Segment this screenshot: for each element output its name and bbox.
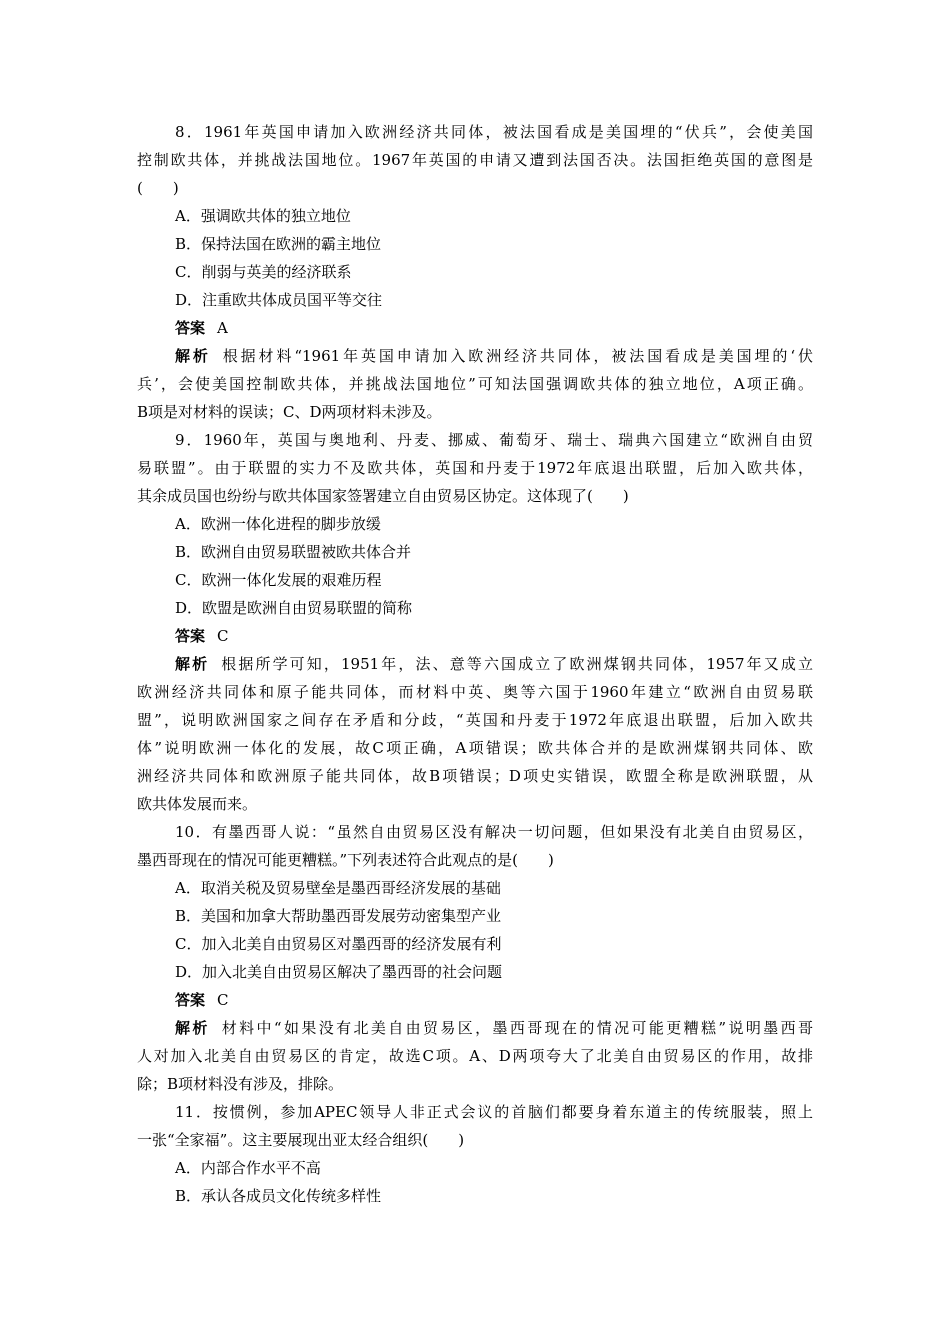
answer-value: C xyxy=(217,991,229,1009)
question-8 xyxy=(137,118,813,426)
analysis-line: 除；B项材料没有涉及，排除。 xyxy=(137,1075,344,1093)
answer-line xyxy=(137,622,813,650)
answer-value: A xyxy=(217,319,228,337)
question-stem-line: 8．1961年英国申请加入欧洲经济共同体，被法国看成是美国埋的“伏兵”，会使美国 xyxy=(175,123,813,141)
answer-label: 答案 xyxy=(175,991,206,1009)
analysis-line xyxy=(137,342,813,370)
option-d: D．注重欧共体成员国平等交往 xyxy=(175,291,383,309)
answer-line xyxy=(137,986,813,1014)
option-d: D．欧盟是欧洲自由贸易联盟的简称 xyxy=(175,599,413,617)
option-b: B．美国和加拿大帮助墨西哥发展劳动密集型产业 xyxy=(175,907,502,925)
option-b: B．承认各成员文化传统多样性 xyxy=(175,1187,382,1205)
question-11 xyxy=(137,1098,813,1210)
option-b: B．保持法国在欧洲的霸主地位 xyxy=(175,235,382,253)
option-a: A．内部合作水平不高 xyxy=(175,1159,321,1177)
question-stem-line: 10．有墨西哥人说：“虽然自由贸易区没有解决一切问题，但如果没有北美自由贸易区， xyxy=(175,823,813,841)
analysis-line: 洲经济共同体和欧洲原子能共同体，故B项错误；D项史实错误，欧盟全称是欧洲联盟，从 xyxy=(137,767,813,785)
analysis-line: 盟”，说明欧洲国家之间存在矛盾和分歧，“英国和丹麦于1972年底退出联盟，后加入欧共 xyxy=(137,711,813,729)
question-content xyxy=(137,118,813,1210)
option-b: B．欧洲自由贸易联盟被欧共体合并 xyxy=(175,543,412,561)
question-stem-line: 控制欧共体，并挑战法国地位。1967年英国的申请又遭到法国否决。法国拒绝英国的意图是 xyxy=(137,151,813,169)
analysis-line: 人对加入北美自由贸易区的肯定，故选C项。A、D两项夸大了北美自由贸易区的作用，故排 xyxy=(137,1047,813,1065)
question-stem-line: 墨西哥现在的情况可能更糟糕。”下列表述符合此观点的是( ) xyxy=(137,851,554,869)
analysis-label: 解析 xyxy=(175,347,211,365)
analysis-text: 材料中“如果没有北美自由贸易区，墨西哥现在的情况可能更糟糕”说明墨西哥 xyxy=(221,1019,813,1037)
question-stem-line: 9．1960年，英国与奥地利、丹麦、挪威、葡萄牙、瑞士、瑞典六国建立“欧洲自由贸 xyxy=(175,431,813,449)
analysis-label: 解析 xyxy=(175,655,210,673)
answer-line xyxy=(137,314,813,342)
analysis-label: 解析 xyxy=(175,1019,210,1037)
option-a: A．强调欧共体的独立地位 xyxy=(175,207,351,225)
analysis-line: B项是对材料的误读；C、D两项材料未涉及。 xyxy=(137,403,442,421)
option-a: A．取消关税及贸易壁垒是墨西哥经济发展的基础 xyxy=(175,879,501,897)
question-9 xyxy=(137,426,813,818)
analysis-line: 体”说明欧洲一体化的发展，故C项正确，A项错误；欧共体合并的是欧洲煤钢共同体、欧 xyxy=(137,739,813,757)
analysis-line: 欧共体发展而来。 xyxy=(137,795,258,813)
question-stem-line: 其余成员国也纷纷与欧共体国家签署建立自由贸易区协定。这体现了( ) xyxy=(137,487,629,505)
question-10 xyxy=(137,818,813,1098)
analysis-line xyxy=(137,650,813,678)
option-c: C．欧洲一体化发展的艰难历程 xyxy=(175,571,382,589)
answer-value: C xyxy=(217,627,229,645)
analysis-line: 兵’，会使美国控制欧共体，并挑战法国地位”可知法国强调欧共体的独立地位，A项正确。 xyxy=(137,375,813,393)
analysis-text: 根据所学可知，1951年，法、意等六国成立了欧洲煤钢共同体，1957年又成立 xyxy=(221,655,813,673)
analysis-text: 根据材料“1961年英国申请加入欧洲经济共同体，被法国看成是美国埋的‘伏 xyxy=(222,347,813,365)
option-d: D．加入北美自由贸易区解决了墨西哥的社会问题 xyxy=(175,963,503,981)
option-c: C．加入北美自由贸易区对墨西哥的经济发展有利 xyxy=(175,935,502,953)
analysis-line: 欧洲经济共同体和原子能共同体，而材料中英、奥等六国于1960年建立“欧洲自由贸易联 xyxy=(137,683,813,701)
answer-label: 答案 xyxy=(175,627,206,645)
question-stem-line: ( ) xyxy=(137,179,179,197)
analysis-line xyxy=(137,1014,813,1042)
question-stem-line: 一张“全家福”。这主要展现出亚太经合组织( ) xyxy=(137,1131,465,1149)
answer-label: 答案 xyxy=(175,319,206,337)
question-stem-line: 易联盟”。由于联盟的实力不及欧共体，英国和丹麦于1972年底退出联盟，后加入欧共体， xyxy=(137,459,813,477)
question-stem-line: 11．按惯例，参加APEC领导人非正式会议的首脑们都要身着东道主的传统服装，照上 xyxy=(175,1103,813,1121)
option-c: C．削弱与英美的经济联系 xyxy=(175,263,352,281)
option-a: A．欧洲一体化进程的脚步放缓 xyxy=(175,515,381,533)
